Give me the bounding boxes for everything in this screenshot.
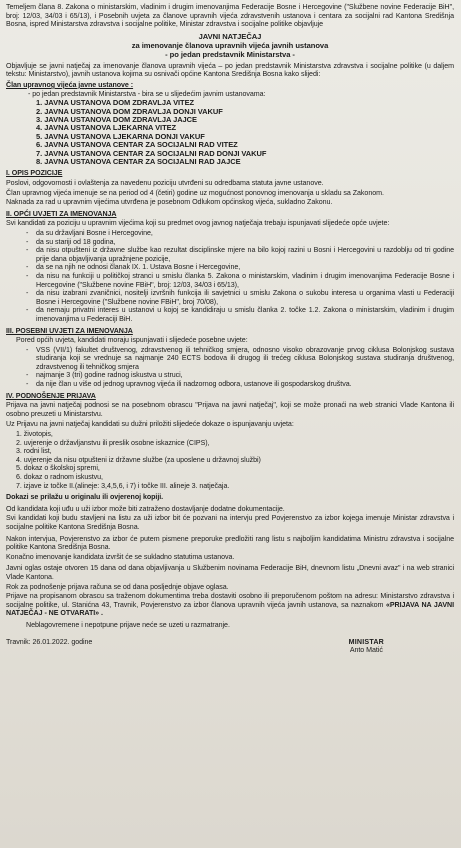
list-item: - da nisu izabrani zvaničnici, nositelji izvršnih funkcija ili savjetnici u smislu Zakona o sukobu interesa u organima vlasti u Federaciji Bosne i Hercegovine ("Službene novine FBiH", broj 70/08), [26,289,454,306]
institution-list [6,99,454,166]
document-item-text: 3. rodni list, [16,447,52,456]
list-item: - da su državljani Bosne i Hercegovine, [6,229,454,238]
institution-item: 3. JAVNA USTANOVA DOM ZDRAVLJA JAJCE [36,114,197,124]
list-item: - da nisu na funkciji u političkoj stranci u smislu članka 5. Zakona o ministarskim, vladinim i drugim imenovanjima Federacije Bosne i Hercegovine ("Službene novine FBiH", broj: 12/03, 34/03 i 65/13), [26,271,454,289]
institution-item: 6. JAVNA USTANOVA CENTAR ZA SOCIJALNI RAD VITEZ [36,140,238,150]
section-heading: IV. PODNOŠENJE PRIJAVA [6,391,96,400]
section-paragraph: Pored općih uvjeta, kandidati moraju ispunjavati i slijedeće posebne uvjete: [16,336,248,345]
list-item: - da se na njih ne odnosi članak IX. 1. Ustava Bosne i Hercegovine, [6,263,454,272]
institution-item: 8. JAVNA USTANOVA CENTAR ZA SOCIJALNI RAD JAJCE [36,157,241,166]
section-paragraph: Naknada za rad u upravnim vijećima utvrđena je posebnom Odlukom općinskog vijeća, sukladno Zakonu. [6,198,333,207]
section-paragraph: Prijava na javni natječaj podnosi se na posebnom obrascu "Prijava na javni natječaj", koji se može pronaći na web stranici Vlade Kantona ili osobno preuzeti u Ministarstvu. [6,401,454,418]
notice-subtitle: za imenovanje članova upravnih vijeća javnih ustanova [131,40,329,50]
untimely-note: Neblagovremene i nepotpune prijave neće se uzeti u razmatranje. [26,620,230,629]
section-paragraph: Rok za podnošenje prijava računa se od dana posljednje objave oglasa. [6,582,229,591]
minister-title: MINISTAR [348,637,384,646]
submission-paragraph [6,592,454,618]
section-paragraph: Javni oglas ostaje otvoren 15 dana od dana objavljivanja u Službenim novinama Federacije BiH, dnevnom listu „Dnevni avaz" i na web stranici Vlade Kantona. [6,564,454,581]
document-item [6,473,454,482]
institution-item: 1. JAVNA USTANOVA DOM ZDRAVLJA VITEZ [36,98,195,108]
document-item-text: 7. izjave iz točke II.(alineje: 3,4,5,6, i 7) i točke III. alineje 3. natječaja. [16,481,230,490]
list-item: - da su stariji od 18 godina, [6,238,454,247]
document-item-text: 5. dokaz o školskoj spremi, [16,464,100,473]
document-item-text: 1. životopis, [16,430,53,439]
section-paragraph: Svi kandidati za poziciju u upravnim vijećima koji su predmet ovog javnog natječaja trebaju ispunjavati slijedeće opće uvjete: [6,219,390,228]
document-item [6,447,454,456]
list-item-text: da su državljani Bosne i Hercegovine, [36,228,153,237]
section-heading: II. OPĆI UVJETI ZA IMENOVANJA [6,209,117,218]
document-item [6,456,454,465]
footer [6,636,454,655]
list-item-text: najmanje 3 (tri) godine radnog iskustva u struci, [36,371,183,380]
section-heading: III. POSEBNI UVJETI ZA IMENOVANJA [6,326,133,335]
submission-label: «PRIJAVA NA JAVNI NATJEČAJ - NE OTVARATI» . [6,600,454,618]
section-heading: I. OPIS POZICIJE [6,169,63,178]
minister-name: Anto Matić [349,646,383,655]
list-item-text: da nisu izabrani zvaničnici, nositelji izvršnih funkcija ili savjetnici u smislu Zakona o sukobu interesa u organima vlasti u Federaciji Bosne i Hercegovine ("Službene novine FBiH", broj 70/08), [36,289,454,306]
list-item: - VSS (VII/1) fakultet društvenog, zdravstvenog ili tehničkog smjera, odnosno visoko obrazovanje prvog ciklusa Bolonjskog sustava studiranja koji se vrednuje sa najmanje 240 ECTS bodova ili drugog ili trećeg ciklusa Bolonjskog sustava studiranja društvenog, zdravstvenog ili tehničkog smjera [26,345,454,371]
section-paragraph: Uz Prijavu na javni natječaj kandidati su dužni priložiti slijedeće dokaze o ispunjavanju uvjeta: [6,420,294,429]
document-item [6,482,454,491]
document-item [6,464,454,473]
institution-item: 2. JAVNA USTANOVA DOM ZDRAVLJA DONJI VAKUF [36,106,223,116]
section-paragraph: Član upravnog vijeća imenuje se na period od 4 (četiri) godine uz mogućnost ponovnog imenovanja u skladu sa Zakonom. [6,188,384,197]
section-paragraph: Poslovi, odgovornosti i ovlaštenja za navedenu poziciju utvrđeni su odredbama statuta javne ustanove. [6,179,324,187]
list-item-text: da nisu na funkciji u političkoj stranci u smislu članka 5. Zakona o ministarskim, vladinim i drugim imenovanjima Federacije Bosne i Hercegovine ("Službene novine FBiH", broj: 12/03, 34/03 i 65/13), [36,271,454,289]
intro-paragraph: Temeljem člana 8. Zakona o ministarskim, vladinim i drugim imenovanjima Federacije Bosne i Hercegovine ("Službene novine Federacije BiH", broj: 12/03, 34/03 i 65/13), i Posebnih uvjeta za članove upravnih vijeća zdravstvenih ustanova i centara za socijalni rad Kantona Središnja Bosna, ispred Ministarstva zdravstva i socijalne politike, Ministar zdravstva i socijalne politike objavljuje [6,3,454,29]
member-heading: Član upravnog vijeća javne ustanove : [6,80,134,89]
list-item-text: VSS (VII/1) fakultet društvenog, zdravstvenog ili tehničkog smjera, odnosno visoko obrazovanje prvog ciklusa Bolonjskog sustava studiranja koji se vrednuje sa najmanje 240 ECTS bodova ili drugog ili trećeg ciklusa Bolonjskog sustava studiranja društvenog, zdravstvenog ili tehničkog smjera [36,345,454,371]
list-item-text: da nemaju privatni interes u ustanovi u kojoj se kandidiraju u smislu članka 2. točke 1.2. Zakona o ministarskim, vladinim i drugim imenovanjima u Federaciji BiH. [36,306,454,323]
member-intro: - po jedan predstavnik Ministarstva - bira se u slijedećim javnim ustanovama: [28,89,266,98]
document-item-text: 6. dokaz o radnom iskustvu, [16,473,103,481]
document-item [6,430,454,439]
list-item: - da nisu otpušteni iz državne službe kao rezultat disciplinske mjere na bilo kojoj razini u Bosni i Hercegovini u razdoblju od tri godine prije dana objavljivanja upražnjene pozicije, [26,246,454,263]
notice-title: JAVNI NATJEČAJ [198,31,262,41]
original-note: Dokazi se prilažu u originalu ili ovjerenoj kopiji. [6,493,164,502]
institution-item: 5. JAVNA USTANOVA LJEKARNA DONJI VAKUF [36,131,205,141]
section-paragraph: Od kandidata koji uđu u uži izbor može biti zatraženo dostavljanje dodatne dokumentacije. [6,504,285,513]
list-item-text: da nije član u više od jednog upravnog vijeća ili nadzornog odbora, ustanove ili gospodarskog društva. [36,380,352,389]
section-paragraph: Svi kandidati koji budu stavljeni na listu za uži izbor bit će pozvani na intervju pred Povjerenstvo za izbor kojega imenuje Ministar zdravstva i socijalne politike Kantona Središnja Bosna. [6,514,454,531]
section-paragraph: Konačno imenovanje kandidata izvršit će se sukladno statutima ustanova. [6,552,235,561]
document-item [6,439,454,448]
list-item: - da nije član u više od jednog upravnog vijeća ili nadzornog odbora, ustanove ili gospodarskog društva. [6,380,454,389]
signature-block [349,638,454,655]
announcement-paragraph: Objavljuje se javni natječaj za imenovanje članova upravnih vijeća – po jedan predstavnik Ministarstva zdravstva i socijalne politike (u daljem tekstu: Ministarstvo), javnih ustanova kojima su osnivači općine Kantona Središnja Bosna kako slijedi: [6,61,454,79]
list-item: - najmanje 3 (tri) godine radnog iskustva u struci, [6,371,454,380]
date-line: Travnik: 26.01.2022. godine [6,637,93,646]
section-paragraph: Nakon intervjua, Povjerenstvo za izbor će putem pismene preporuke predložiti rang listu s najboljim kandidatima Ministru zdravstva i socijalne politike Kantona Središnja Bosna. [6,534,454,552]
list-item-text: da su stariji od 18 godina, [36,237,116,246]
institution-item: 4. JAVNA USTANOVA LJEKARNA VITEZ [36,123,177,133]
notice-subtitle-2: - po jedan predstavnik Ministarstva - [165,49,295,59]
document-item-text: 2. uvjerenje o državljanstvu ili preslik osobne iskaznice (CIPS), [16,438,210,447]
list-item: - da nemaju privatni interes u ustanovi u kojoj se kandidiraju u smislu članka 2. točke 1.2. Zakona o ministarskim, vladinim i drugim imenovanjima u Federaciji BiH. [26,306,454,323]
institution-item: 7. JAVNA USTANOVA CENTAR ZA SOCIJALNI RAD DONJI VAKUF [36,148,267,158]
submission-text: Prijave na propisanom obrascu sa traženom dokumentima treba dostaviti osobno ili preporučenom poštom na adresu: Ministarstvo zdravstva i socijalne politike, ul. Stanićna 43, Travnik, Povjerenstvo za izbor članova upravnih vijeća javnih ustanova, sa naznakom [6,592,454,609]
list-item-text: da se na njih ne odnosi članak IX. 1. Ustava Bosne i Hercegovine, [36,263,241,272]
list-item-text: da nisu otpušteni iz državne službe kao rezultat disciplinske mjere na bilo kojoj razini u Bosni i Hercegovini u razdoblju od tri godine prije dana objavljivanja upražnjene pozicije, [36,246,454,263]
document-item-text: 4. uvjerenje da nisu otpušteni iz državne službe (za uposlene u državnoj službi) [16,455,261,464]
